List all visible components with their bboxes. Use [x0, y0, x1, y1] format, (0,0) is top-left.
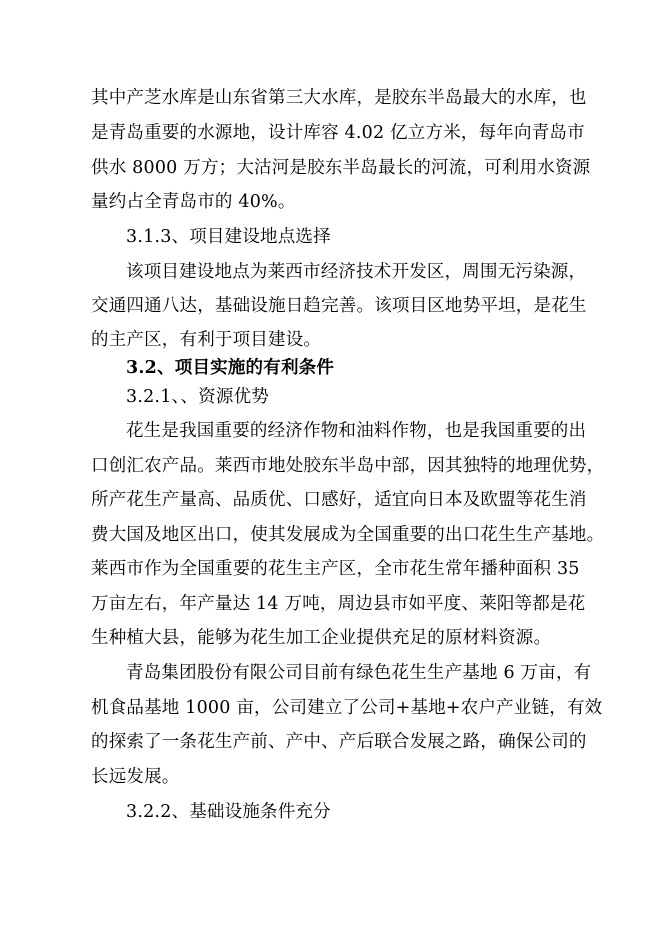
paragraph-line: 费大国及地区出口，使其发展成为全国重要的出口花生生产基地。 [91, 525, 605, 545]
paragraph-line: 莱西市作为全国重要的花生主产区，全市花生常年播种面积 35 [91, 559, 580, 579]
section-heading-3-2-2: 3.2.2、基础设施条件充分 [126, 802, 331, 822]
paragraph-line: 的探索了一条花生产前、产中、产后联合发展之路，确保公司的 [91, 732, 587, 752]
paragraph-line: 量约占全青岛市的 40%。 [91, 192, 296, 212]
section-heading-3-2: 3.2、项目实施的有利条件 [126, 358, 335, 378]
paragraph-line: 青岛集团股份有限公司目前有绿色花生生产基地 6 万亩，有 [126, 663, 592, 683]
paragraph-line: 万亩左右，年产量达 14 万吨，周边县市如平度、莱阳等都是花 [91, 594, 586, 614]
paragraph-line: 的主产区，有利于项目建设。 [91, 330, 322, 350]
paragraph-line: 机食品基地 1000 亩，公司建立了公司+基地+农户产业链，有效 [91, 698, 603, 718]
paragraph-line: 交通四通八达，基础设施日趋完善。该项目区地势平坦，是花生 [91, 296, 587, 316]
section-heading-3-1-3: 3.1.3、项目建设地点选择 [126, 227, 331, 247]
section-heading-3-2-1: 3.2.1、、资源优势 [126, 387, 269, 407]
paragraph-line: 是青岛重要的水源地，设计库容 4.02 亿立方米，每年向青岛市 [91, 123, 585, 143]
paragraph-line: 该项目建设地点为莱西市经济技术开发区，周围无污染源， [126, 262, 587, 282]
paragraph-line: 所产花生产量高、品质优、口感好，适宜向日本及欧盟等花生消 [91, 490, 587, 510]
paragraph-line: 供水 8000 万方；大沽河是胶东半岛最长的河流，可利用水资源 [91, 158, 591, 178]
paragraph-line: 长远发展。 [91, 767, 180, 787]
paragraph-line: 其中产芝水库是山东省第三大水库，是胶东半岛最大的水库，也 [91, 88, 587, 108]
paragraph-line: 口创汇农产品。莱西市地处胶东半岛中部，因其独特的地理优势， [91, 456, 605, 476]
paragraph-line: 花生是我国重要的经济作物和油料作物，也是我国重要的出 [126, 421, 587, 441]
paragraph-line: 生种植大县，能够为花生加工企业提供充足的原材料资源。 [91, 628, 552, 648]
